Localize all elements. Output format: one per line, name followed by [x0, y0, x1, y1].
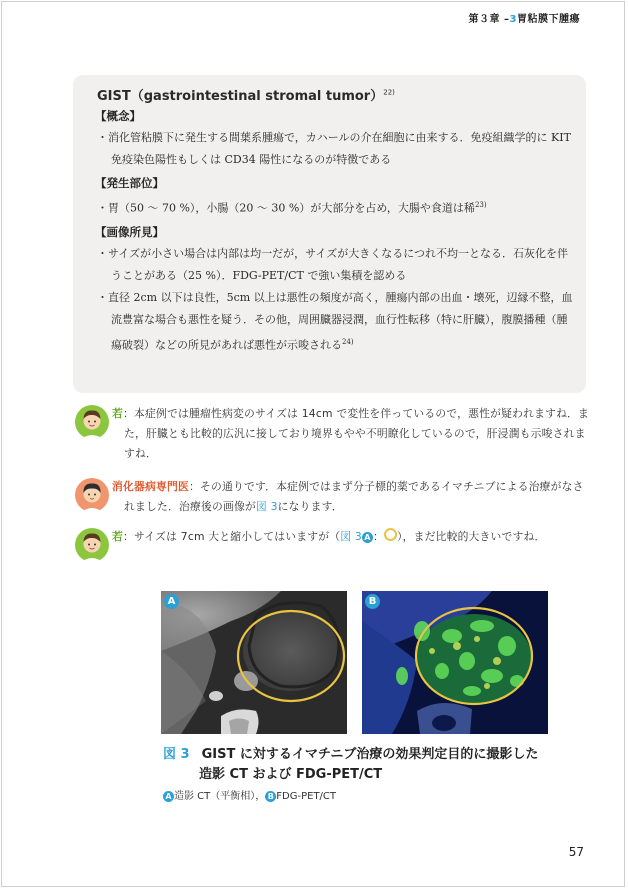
speech-text: [112, 477, 590, 517]
speech-body: 本症例では腫瘤性病変のサイズは 14cm で変性を伴っているので，悪性が疑われますね．また，肝臓とも比較的広汎に接しており境界もやや不明瞭化しているので，肝浸潤も示唆されますね．: [124, 407, 590, 460]
bullet-text: ・直径 2cm 以下は良性，5cm 以上は悪性の頻度が高く，腫瘍内部の出血・壊死，辺縁不整，血流豊富な場合も悪性を疑う．その他，周囲臓器浸潤，血行性転移（特に肝臓），腹膜播種（腫瘍破裂）などの所見があれば悪性が示唆される: [97, 290, 573, 352]
section-heading-concept: 【概念】: [95, 109, 141, 123]
speech-text: [112, 527, 590, 547]
box-title-text: GIST（gastrointestinal stromal tumor）: [97, 89, 384, 104]
bullet-imaging-2: [97, 287, 574, 357]
figure-label: 図 3: [163, 747, 190, 762]
speaker-young-label: 若: [112, 530, 123, 543]
figure-ref-link[interactable]: 図 3: [340, 530, 362, 543]
subcaption-b-text: FDG-PET/CT: [276, 791, 337, 802]
speech-body: サイズは 7cm 大と縮小してはいますが（: [134, 530, 341, 543]
speaker-specialist-label: 消化器病専門医: [112, 480, 189, 493]
speech-body: その通りです．本症例ではまず分子標的薬であるイマチニブによる治療がなされました．治療後の画像が: [124, 480, 584, 513]
gist-info-box: [73, 75, 586, 393]
yellow-circle-icon: [384, 528, 397, 541]
chapter-prefix: 第３章 –: [468, 14, 510, 25]
figure-caption: [163, 745, 583, 785]
speech-body-end: ），まだ比較的大きいですね．: [396, 530, 546, 543]
figure-ref-link[interactable]: 図 3: [255, 500, 278, 513]
figure-subcaption: [163, 787, 336, 802]
subcaption-b-badge-icon: B: [265, 791, 276, 802]
bullet-ref: 23): [474, 201, 487, 209]
dialogue-specialist: [74, 477, 590, 517]
subcaption-a-badge-icon: A: [163, 791, 174, 802]
panel-a-badge: A: [164, 594, 179, 609]
bullet-location: [97, 194, 574, 220]
figure-panel-b-petct-image: [362, 591, 548, 734]
bullet-imaging-1: [97, 243, 574, 287]
dialogue-young-1: [74, 404, 590, 464]
section-heading-imaging: 【画像所見】: [95, 224, 164, 239]
separator: ：: [372, 530, 384, 543]
box-title-ref: 22): [383, 88, 395, 97]
young-doctor-avatar-icon: [74, 404, 110, 440]
bullet-concept: [97, 127, 574, 171]
separator: ：: [123, 530, 134, 543]
separator: ：: [188, 480, 200, 493]
specialist-avatar-icon: [74, 477, 110, 513]
caption-line-1: [163, 745, 583, 765]
ct-scan-image: [161, 591, 347, 734]
bullet-text: ・消化管粘膜下に発生する間葉系腫瘍で，カハールの介在細胞に由来する．免疫組織学的に KIT 免疫染色陽性もしくは CD34 陽性になるのが特徴である: [97, 131, 571, 166]
caption-line-2: 造影 CT および FDG-PET/CT: [199, 767, 383, 782]
separator: ：: [123, 407, 134, 420]
box-title: [97, 85, 574, 104]
subcaption-a-text: 造影 CT（平衡相），: [174, 791, 266, 802]
section-heading-location: 【発生部位】: [95, 176, 164, 190]
chapter-title: 胃粘膜下腫瘍: [517, 14, 580, 25]
bullet-ref: 24): [342, 337, 354, 346]
speaker-young-label: 若: [112, 407, 123, 420]
panel-b-badge: B: [365, 594, 380, 609]
panel-a-badge-icon: A: [362, 532, 373, 543]
page-number: 57: [568, 845, 584, 859]
bullet-text: ・胃（50 ～ 70 %），小腸（20 ～ 30 %）が大部分を占め，大腸や食道は稀: [97, 201, 475, 215]
bullet-text: ・サイズが小さい場合は内部は均一だが，サイズが大きくなるにつれ不均一となる．石灰化を伴うことがある（25 %）．FDG-PET/CT で強い集積を認める: [97, 246, 569, 282]
dialogue-young-2: [74, 527, 590, 547]
figure-panel-a-ct-image: [161, 591, 347, 734]
speech-text: [112, 404, 590, 464]
young-doctor-avatar-icon: [74, 527, 110, 563]
speech-body-end: になります．: [277, 500, 343, 513]
chapter-number: 3: [509, 14, 517, 25]
caption-text-1: GIST に対するイマチニブ治療の効果判定目的に撮影した: [201, 747, 539, 762]
running-header: [469, 10, 580, 25]
petct-scan-image: [362, 591, 548, 734]
